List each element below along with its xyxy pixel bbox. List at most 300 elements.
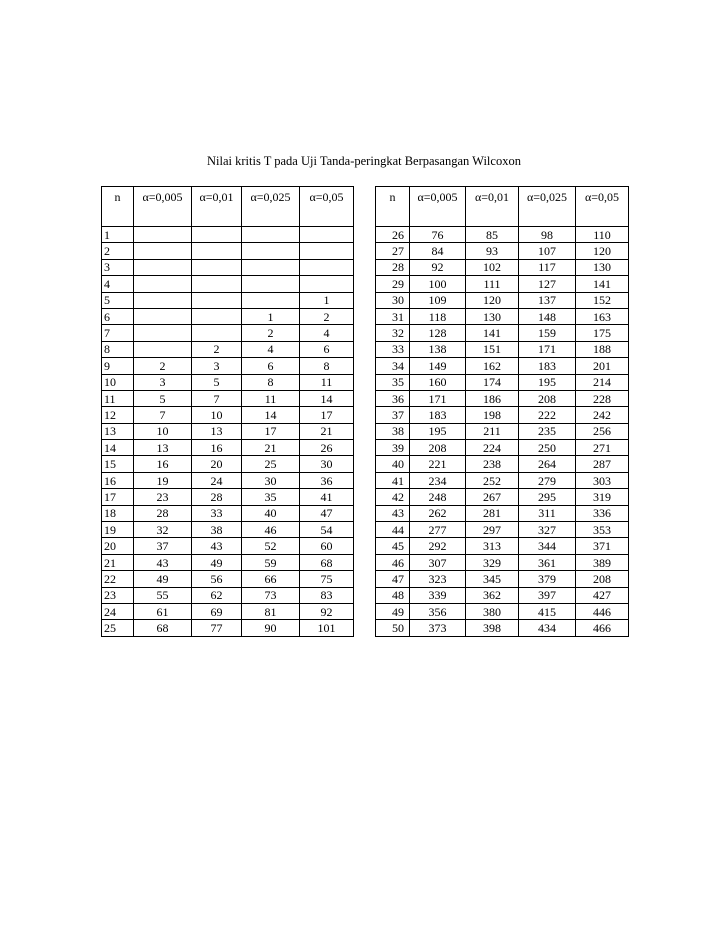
critical-value-cell: 55 [134,587,192,603]
critical-value-cell: 81 [242,603,300,619]
critical-value-cell: 287 [576,456,629,472]
critical-value-cell: 398 [466,620,519,636]
table-row [102,227,629,243]
critical-value-cell: 362 [466,587,519,603]
critical-value-cell: 75 [300,571,354,587]
header-cell: α=0,01 [466,187,519,227]
n-cell: 14 [102,440,134,456]
n-cell: 41 [376,472,410,488]
n-cell: 12 [102,407,134,423]
critical-value-cell: 186 [466,390,519,406]
critical-value-cell: 21 [300,423,354,439]
column-gap [354,292,376,308]
critical-value-cell: 59 [242,554,300,570]
critical-value-cell: 36 [300,472,354,488]
critical-value-cell [242,259,300,275]
critical-value-cell: 361 [519,554,576,570]
table-row [102,522,629,538]
critical-value-cell: 14 [242,407,300,423]
n-cell: 35 [376,374,410,390]
critical-value-cell: 8 [242,374,300,390]
critical-values-table [101,186,629,637]
column-gap [354,187,376,227]
critical-value-cell: 434 [519,620,576,636]
n-cell: 3 [102,259,134,275]
n-cell: 19 [102,522,134,538]
critical-value-cell [134,292,192,308]
critical-value-cell: 11 [242,390,300,406]
critical-value-cell: 41 [300,489,354,505]
critical-value-cell: 47 [300,505,354,521]
critical-value-cell: 3 [134,374,192,390]
critical-value-cell: 127 [519,276,576,292]
table-row [102,276,629,292]
critical-value-cell: 303 [576,472,629,488]
n-cell: 28 [376,259,410,275]
critical-value-cell: 83 [300,587,354,603]
critical-value-cell: 52 [242,538,300,554]
table-row [102,325,629,341]
critical-value-cell: 24 [192,472,242,488]
critical-value-cell: 32 [134,522,192,538]
critical-value-cell: 17 [242,423,300,439]
table-row [102,571,629,587]
critical-value-cell: 16 [134,456,192,472]
column-gap [354,538,376,554]
critical-value-cell: 6 [242,358,300,374]
critical-value-cell: 214 [576,374,629,390]
column-gap [354,587,376,603]
column-gap [354,456,376,472]
critical-value-cell: 208 [576,571,629,587]
critical-value-cell: 327 [519,522,576,538]
n-cell: 5 [102,292,134,308]
critical-value-cell: 175 [576,325,629,341]
critical-value-cell: 76 [410,227,466,243]
critical-value-cell: 68 [300,554,354,570]
critical-value-cell: 198 [466,407,519,423]
table-row [102,423,629,439]
critical-value-cell [300,243,354,259]
critical-value-cell: 66 [242,571,300,587]
critical-value-cell: 117 [519,259,576,275]
critical-value-cell: 345 [466,571,519,587]
n-cell: 48 [376,587,410,603]
critical-value-cell: 128 [410,325,466,341]
critical-value-cell: 137 [519,292,576,308]
column-gap [354,489,376,505]
table-body [102,187,629,637]
critical-value-cell: 353 [576,522,629,538]
critical-value-cell: 307 [410,554,466,570]
critical-value-cell: 262 [410,505,466,521]
critical-value-cell [134,308,192,324]
critical-value-cell: 183 [519,358,576,374]
n-cell: 47 [376,571,410,587]
critical-value-cell: 141 [576,276,629,292]
critical-value-cell: 174 [466,374,519,390]
critical-value-cell: 3 [192,358,242,374]
critical-value-cell: 23 [134,489,192,505]
critical-value-cell: 152 [576,292,629,308]
critical-value-cell: 40 [242,505,300,521]
critical-value-cell: 69 [192,603,242,619]
critical-value-cell: 379 [519,571,576,587]
critical-value-cell: 344 [519,538,576,554]
n-cell: 45 [376,538,410,554]
critical-value-cell: 277 [410,522,466,538]
n-cell: 27 [376,243,410,259]
critical-value-cell: 49 [192,554,242,570]
critical-value-cell: 389 [576,554,629,570]
critical-value-cell: 195 [410,423,466,439]
n-cell: 24 [102,603,134,619]
table-row [102,472,629,488]
critical-value-cell: 151 [466,341,519,357]
n-cell: 9 [102,358,134,374]
critical-value-cell: 21 [242,440,300,456]
critical-value-cell [192,227,242,243]
critical-value-cell [134,227,192,243]
n-cell: 36 [376,390,410,406]
n-cell: 13 [102,423,134,439]
critical-value-cell: 77 [192,620,242,636]
page-title: Nilai kritis T pada Uji Tanda-peringkat Berpasangan Wilcoxon [207,154,521,168]
n-cell: 30 [376,292,410,308]
critical-value-cell: 373 [410,620,466,636]
critical-value-cell: 339 [410,587,466,603]
critical-value-cell: 92 [410,259,466,275]
column-gap [354,522,376,538]
critical-value-cell: 6 [300,341,354,357]
header-cell: α=0,025 [519,187,576,227]
n-cell: 18 [102,505,134,521]
critical-value-cell: 183 [410,407,466,423]
critical-value-cell: 35 [242,489,300,505]
critical-value-cell [134,243,192,259]
table-header-row [102,187,629,227]
critical-value-cell: 118 [410,308,466,324]
critical-value-cell: 159 [519,325,576,341]
critical-value-cell: 171 [519,341,576,357]
critical-value-cell: 281 [466,505,519,521]
critical-value-cell: 2 [134,358,192,374]
critical-value-cell: 195 [519,374,576,390]
critical-value-cell: 148 [519,308,576,324]
critical-value-cell: 211 [466,423,519,439]
critical-value-cell: 2 [192,341,242,357]
n-cell: 25 [102,620,134,636]
n-cell: 10 [102,374,134,390]
column-gap [354,358,376,374]
critical-value-cell: 380 [466,603,519,619]
critical-value-cell: 111 [466,276,519,292]
n-cell: 20 [102,538,134,554]
column-gap [354,243,376,259]
critical-value-cell [242,227,300,243]
critical-value-cell: 25 [242,456,300,472]
critical-value-cell: 100 [410,276,466,292]
critical-value-cell: 397 [519,587,576,603]
critical-value-cell: 336 [576,505,629,521]
n-cell: 17 [102,489,134,505]
n-cell: 39 [376,440,410,456]
critical-value-cell: 93 [466,243,519,259]
table-row [102,440,629,456]
critical-value-cell [300,276,354,292]
critical-value-cell: 267 [466,489,519,505]
critical-value-cell: 19 [134,472,192,488]
table-row [102,341,629,357]
critical-value-cell: 271 [576,440,629,456]
critical-value-cell [134,276,192,292]
critical-value-cell [192,259,242,275]
table-row [102,505,629,521]
header-cell: α=0,05 [576,187,629,227]
table-row [102,243,629,259]
critical-value-cell: 208 [519,390,576,406]
critical-value-cell: 141 [466,325,519,341]
critical-value-cell: 5 [192,374,242,390]
critical-value-cell [192,243,242,259]
critical-value-cell: 102 [466,259,519,275]
critical-value-cell: 224 [466,440,519,456]
header-cell: α=0,005 [410,187,466,227]
table-row [102,587,629,603]
n-cell: 34 [376,358,410,374]
column-gap [354,308,376,324]
critical-value-cell [242,292,300,308]
critical-value-cell: 98 [519,227,576,243]
n-cell: 37 [376,407,410,423]
critical-value-cell [192,292,242,308]
n-cell: 26 [376,227,410,243]
critical-value-cell: 26 [300,440,354,456]
n-cell: 6 [102,308,134,324]
n-cell: 49 [376,603,410,619]
critical-value-cell: 17 [300,407,354,423]
critical-value-cell: 248 [410,489,466,505]
n-cell: 8 [102,341,134,357]
critical-value-cell: 10 [192,407,242,423]
column-gap [354,276,376,292]
critical-value-cell: 264 [519,456,576,472]
critical-value-cell: 427 [576,587,629,603]
n-cell: 15 [102,456,134,472]
critical-value-cell: 138 [410,341,466,357]
header-cell: α=0,005 [134,187,192,227]
n-cell: 29 [376,276,410,292]
critical-value-cell: 130 [466,308,519,324]
table-row [102,603,629,619]
critical-value-cell [192,276,242,292]
table-row [102,358,629,374]
critical-value-cell: 28 [134,505,192,521]
critical-value-cell: 16 [192,440,242,456]
n-cell: 33 [376,341,410,357]
table-row [102,489,629,505]
n-cell: 31 [376,308,410,324]
critical-value-cell: 446 [576,603,629,619]
n-cell: 2 [102,243,134,259]
header-cell: α=0,01 [192,187,242,227]
column-gap [354,423,376,439]
critical-value-cell [300,227,354,243]
critical-value-cell: 228 [576,390,629,406]
critical-value-cell: 242 [576,407,629,423]
n-cell: 7 [102,325,134,341]
critical-value-cell: 295 [519,489,576,505]
critical-value-cell: 235 [519,423,576,439]
critical-value-cell [134,325,192,341]
n-cell: 46 [376,554,410,570]
critical-value-cell: 1 [300,292,354,308]
table-row [102,538,629,554]
column-gap [354,554,376,570]
n-cell: 38 [376,423,410,439]
critical-value-cell [192,308,242,324]
critical-value-cell: 149 [410,358,466,374]
table-row [102,308,629,324]
critical-value-cell: 54 [300,522,354,538]
column-gap [354,227,376,243]
critical-value-cell: 62 [192,587,242,603]
critical-value-cell: 234 [410,472,466,488]
column-gap [354,440,376,456]
column-gap [354,374,376,390]
critical-value-cell: 43 [134,554,192,570]
critical-value-cell: 188 [576,341,629,357]
critical-value-cell: 85 [466,227,519,243]
critical-value-cell: 84 [410,243,466,259]
critical-value-cell: 466 [576,620,629,636]
critical-value-cell: 90 [242,620,300,636]
column-gap [354,620,376,636]
critical-value-cell: 2 [300,308,354,324]
header-cell: α=0,025 [242,187,300,227]
table-row [102,456,629,472]
critical-value-cell: 30 [300,456,354,472]
n-cell: 16 [102,472,134,488]
critical-value-cell: 2 [242,325,300,341]
critical-value-cell: 222 [519,407,576,423]
critical-value-cell: 1 [242,308,300,324]
critical-value-cell [242,243,300,259]
critical-value-cell: 297 [466,522,519,538]
critical-value-cell: 101 [300,620,354,636]
n-cell: 42 [376,489,410,505]
critical-value-cell: 292 [410,538,466,554]
n-cell: 23 [102,587,134,603]
critical-value-cell [134,341,192,357]
column-gap [354,472,376,488]
critical-value-cell: 110 [576,227,629,243]
critical-value-cell: 201 [576,358,629,374]
n-cell: 50 [376,620,410,636]
critical-value-cell: 323 [410,571,466,587]
critical-value-cell: 163 [576,308,629,324]
n-cell: 32 [376,325,410,341]
table-row [102,554,629,570]
critical-value-cell [242,276,300,292]
critical-value-cell: 130 [576,259,629,275]
critical-value-cell: 37 [134,538,192,554]
critical-value-cell [134,259,192,275]
critical-value-cell: 221 [410,456,466,472]
n-cell: 22 [102,571,134,587]
critical-value-cell: 13 [134,440,192,456]
critical-value-cell: 4 [300,325,354,341]
critical-value-cell: 7 [134,407,192,423]
critical-value-cell: 8 [300,358,354,374]
critical-value-cell: 162 [466,358,519,374]
column-gap [354,505,376,521]
critical-value-cell: 171 [410,390,466,406]
n-cell: 21 [102,554,134,570]
critical-value-cell: 61 [134,603,192,619]
header-cell: n [376,187,410,227]
table-row [102,407,629,423]
n-cell: 43 [376,505,410,521]
critical-value-cell: 73 [242,587,300,603]
critical-value-cell: 371 [576,538,629,554]
critical-value-cell: 10 [134,423,192,439]
critical-value-cell: 20 [192,456,242,472]
critical-value-cell: 7 [192,390,242,406]
column-gap [354,390,376,406]
critical-value-cell: 46 [242,522,300,538]
critical-value-cell: 5 [134,390,192,406]
critical-value-cell: 311 [519,505,576,521]
table-row [102,620,629,636]
header-cell: α=0,05 [300,187,354,227]
critical-value-cell: 4 [242,341,300,357]
critical-value-cell: 14 [300,390,354,406]
critical-value-cell: 56 [192,571,242,587]
table-row [102,292,629,308]
critical-value-cell: 13 [192,423,242,439]
critical-value-cell: 38 [192,522,242,538]
column-gap [354,571,376,587]
critical-value-cell: 28 [192,489,242,505]
critical-value-cell: 120 [466,292,519,308]
critical-value-cell: 319 [576,489,629,505]
critical-value-cell: 313 [466,538,519,554]
critical-value-cell: 415 [519,603,576,619]
critical-value-cell: 49 [134,571,192,587]
column-gap [354,603,376,619]
column-gap [354,325,376,341]
n-cell: 4 [102,276,134,292]
table-row [102,259,629,275]
critical-value-cell: 109 [410,292,466,308]
critical-value-cell: 68 [134,620,192,636]
table-row [102,374,629,390]
critical-value-cell [192,325,242,341]
critical-value-cell: 252 [466,472,519,488]
critical-value-cell: 60 [300,538,354,554]
critical-value-cell: 329 [466,554,519,570]
n-cell: 44 [376,522,410,538]
critical-value-cell: 30 [242,472,300,488]
critical-value-cell: 107 [519,243,576,259]
column-gap [354,341,376,357]
critical-value-cell: 208 [410,440,466,456]
critical-value-cell: 120 [576,243,629,259]
n-cell: 11 [102,390,134,406]
critical-value-cell: 160 [410,374,466,390]
critical-value-cell: 43 [192,538,242,554]
